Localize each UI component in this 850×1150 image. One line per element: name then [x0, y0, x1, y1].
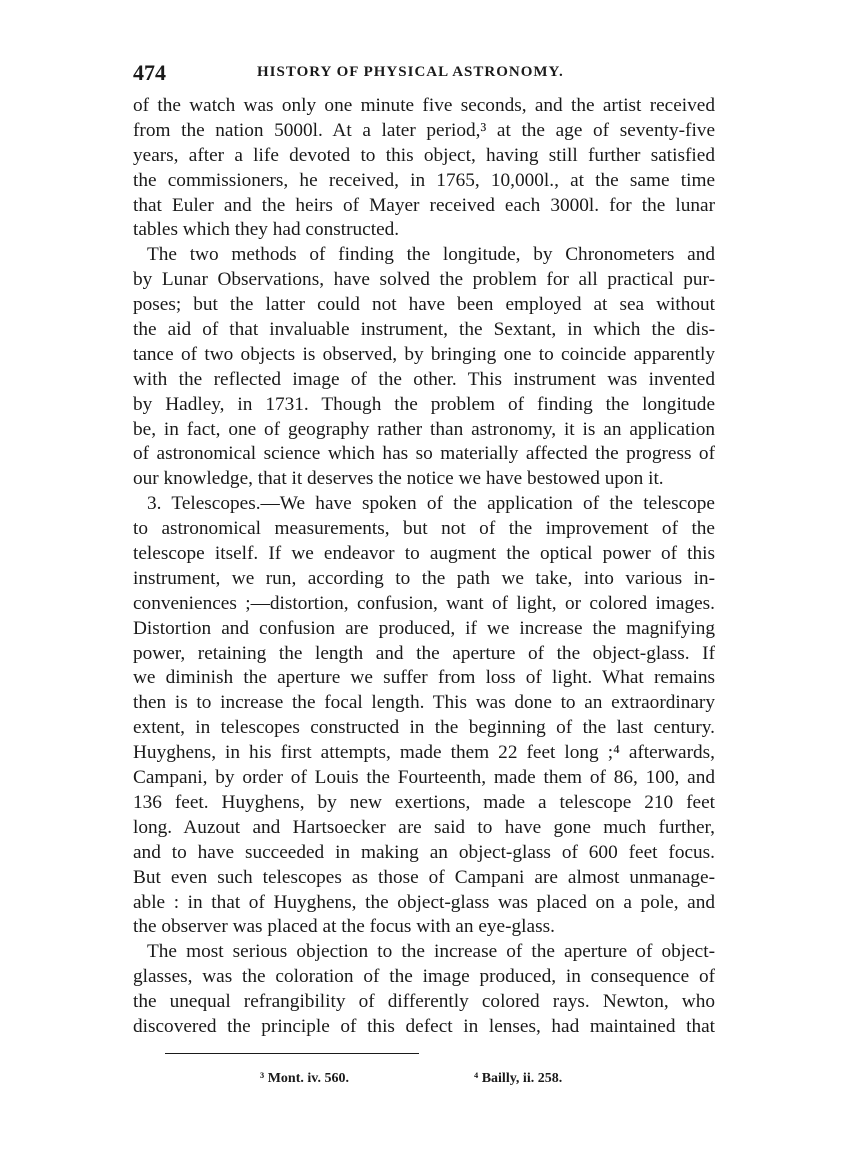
text-line: able : in that of Huyghens, the object-glass was placed on a pole, and [133, 891, 715, 913]
footnote-divider [165, 1053, 419, 1054]
text-line: that Euler and the heirs of Mayer received each 3000l. for the lunar [133, 194, 715, 216]
text-line: Campani, by order of Louis the Fourteenth, made them of 86, 100, and [133, 767, 715, 789]
text-line: But even such telescopes as those of Campani are almost unmanage- [133, 866, 715, 888]
text-line: be, in fact, one of geography rather than astronomy, it is an application [133, 418, 715, 440]
footnote-3: ³ Mont. iv. 560. [260, 1071, 349, 1086]
text-line: we diminish the aperture we suffer from loss of light. What remains [133, 667, 715, 689]
text-line: then is to increase the focal length. This was done to an extraordinary [133, 692, 715, 714]
text-line: the observer was placed at the focus with an eye-glass. [133, 916, 555, 938]
running-head [133, 60, 715, 86]
text-line: our knowledge, that it deserves the notice we have bestowed upon it. [133, 468, 664, 490]
footnote-4: ⁴ Bailly, ii. 258. [474, 1071, 563, 1086]
text-line: Huyghens, in his first attempts, made them 22 feet long ;⁴ afterwards, [133, 742, 715, 764]
text-line: years, after a life devoted to this object, having still further satisfied [133, 144, 715, 166]
text-line: of astronomical science which has so materially affected the progress of [133, 443, 715, 465]
text-line: by Lunar Observations, have solved the problem for all practical pur- [133, 269, 715, 291]
text-line: power, retaining the length and the aperture of the object-glass. If [133, 642, 715, 664]
text-line: and to have succeeded in making an object-glass of 600 feet focus. [133, 841, 715, 863]
text-line: of the watch was only one minute five seconds, and the artist received [133, 95, 715, 116]
text-line: tance of two objects is observed, by bringing one to coincide apparently [133, 343, 715, 365]
text-line: conveniences ;—distortion, confusion, want of light, or colored images. [133, 592, 715, 614]
text-line: discovered the principle of this defect in lenses, had maintained that [133, 1015, 715, 1037]
text-line: glasses, was the coloration of the image produced, in consequence of [133, 966, 715, 988]
text-line: extent, in telescopes constructed in the beginning of the last century. [133, 717, 715, 739]
text-line: to astronomical measurements, but not of the improvement of the [133, 518, 715, 540]
text-line: 136 feet. Huyghens, by new exertions, made a telescope 210 feet [133, 791, 715, 813]
text-line: The most serious objection to the increase of the aperture of object- [147, 941, 715, 963]
text-line: poses; but the latter could not have been employed at sea without [133, 294, 715, 316]
body-text [133, 94, 715, 1040]
text-line: long. Auzout and Hartsoecker are said to have gone much further, [133, 816, 715, 838]
text-line: 3. Telescopes.—We have spoken of the application of the telescope [147, 493, 715, 515]
text-line: The two methods of finding the longitude, by Chronometers and [147, 244, 715, 266]
text-line: from the nation 5000l. At a later period,³ at the age of seventy-five [133, 119, 715, 141]
running-title: HISTORY OF PHYSICAL ASTRONOMY. [257, 64, 564, 80]
text-line: with the reflected image of the other. This instrument was invented [133, 368, 715, 390]
text-line: tables which they had constructed. [133, 219, 400, 241]
text-line: the aid of that invaluable instrument, the Sextant, in which the dis- [133, 319, 715, 341]
text-line: the unequal refrangibility of differently colored rays. Newton, who [133, 991, 715, 1013]
page [133, 60, 715, 1040]
text-line: Distortion and confusion are produced, if we increase the magnifying [133, 617, 715, 639]
text-line: telescope itself. If we endeavor to augment the optical power of this [133, 543, 715, 565]
page-number: 474 [133, 60, 166, 85]
text-line: the commissioners, he received, in 1765, 10,000l., at the same time [133, 169, 715, 191]
text-line: instrument, we run, according to the path we take, into various in- [133, 567, 715, 589]
text-line: by Hadley, in 1731. Though the problem of finding the longitude [133, 393, 715, 415]
